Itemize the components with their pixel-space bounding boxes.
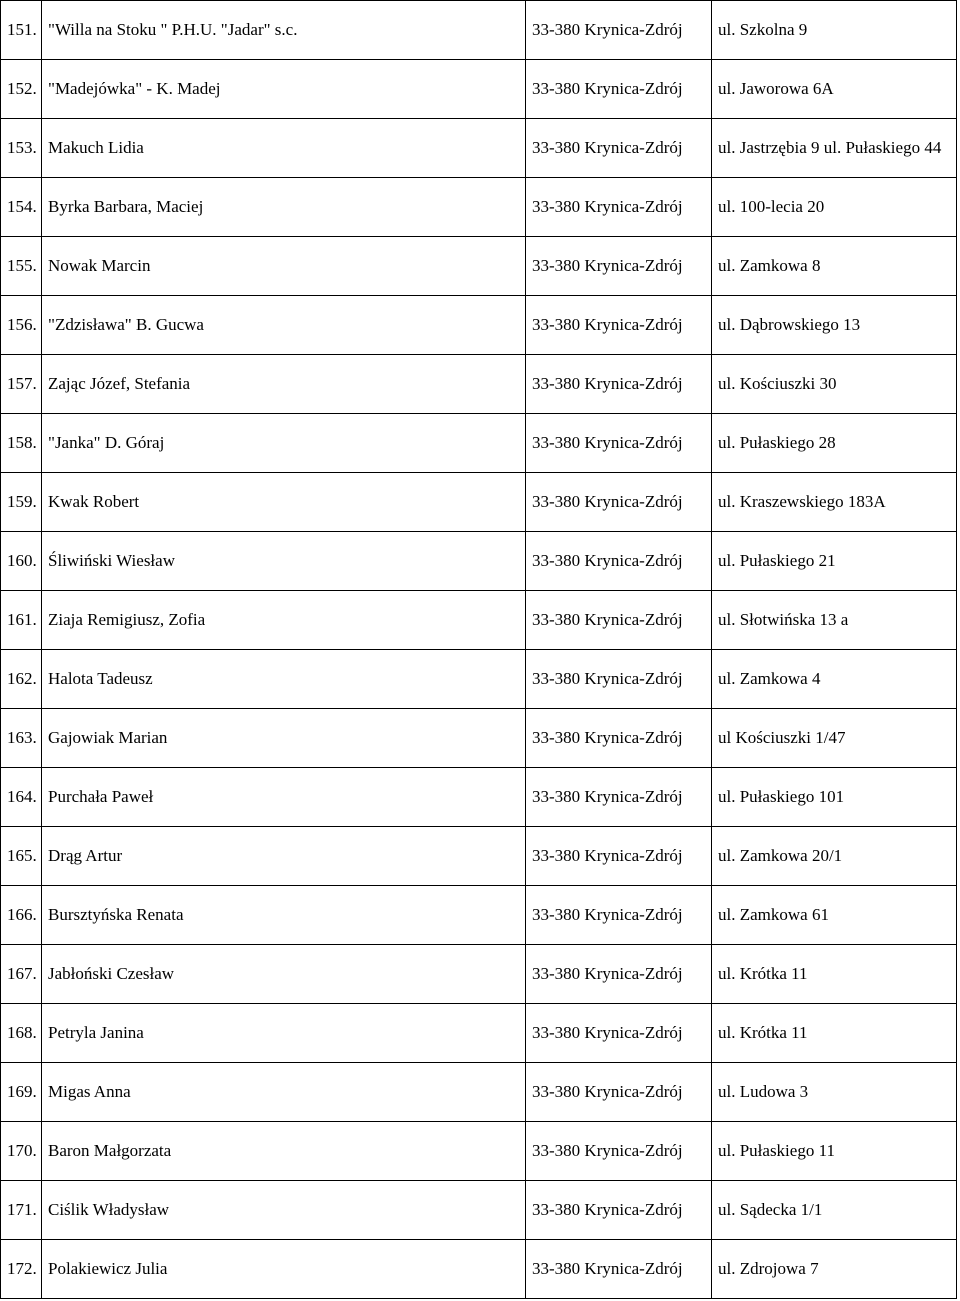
table-row <box>1 414 957 473</box>
row-number-cell: 152. <box>1 60 42 119</box>
table-row <box>1 1240 957 1299</box>
table-row <box>1 178 957 237</box>
address-cell: ul. Zamkowa 61 <box>712 886 957 945</box>
city-cell: 33-380 Krynica-Zdrój <box>526 355 712 414</box>
name-cell: Zając Józef, Stefania <box>42 355 526 414</box>
address-cell: ul. Krótka 11 <box>712 945 957 1004</box>
city-cell: 33-380 Krynica-Zdrój <box>526 650 712 709</box>
address-cell: ul. Pułaskiego 21 <box>712 532 957 591</box>
city-cell: 33-380 Krynica-Zdrój <box>526 1240 712 1299</box>
table-row <box>1 296 957 355</box>
row-number-cell: 165. <box>1 827 42 886</box>
table-row <box>1 591 957 650</box>
row-number-cell: 160. <box>1 532 42 591</box>
city-cell: 33-380 Krynica-Zdrój <box>526 709 712 768</box>
address-cell: ul. Zamkowa 8 <box>712 237 957 296</box>
city-cell: 33-380 Krynica-Zdrój <box>526 1004 712 1063</box>
table-row <box>1 532 957 591</box>
name-cell: Halota Tadeusz <box>42 650 526 709</box>
address-cell: ul. Słotwińska 13 a <box>712 591 957 650</box>
row-number-cell: 155. <box>1 237 42 296</box>
address-cell: ul. Zamkowa 4 <box>712 650 957 709</box>
city-cell: 33-380 Krynica-Zdrój <box>526 827 712 886</box>
city-cell: 33-380 Krynica-Zdrój <box>526 886 712 945</box>
row-number-cell: 161. <box>1 591 42 650</box>
address-cell: ul. Szkolna 9 <box>712 1 957 60</box>
name-cell: Makuch Lidia <box>42 119 526 178</box>
address-cell: ul. 100-lecia 20 <box>712 178 957 237</box>
table-row <box>1 1063 957 1122</box>
city-cell: 33-380 Krynica-Zdrój <box>526 1 712 60</box>
row-number-cell: 157. <box>1 355 42 414</box>
row-number-cell: 167. <box>1 945 42 1004</box>
name-cell: Śliwiński Wiesław <box>42 532 526 591</box>
row-number-cell: 168. <box>1 1004 42 1063</box>
address-cell: ul. Sądecka 1/1 <box>712 1181 957 1240</box>
row-number-cell: 158. <box>1 414 42 473</box>
address-cell: ul. Zdrojowa 7 <box>712 1240 957 1299</box>
row-number-cell: 154. <box>1 178 42 237</box>
city-cell: 33-380 Krynica-Zdrój <box>526 237 712 296</box>
address-cell: ul. Kościuszki 30 <box>712 355 957 414</box>
table-row <box>1 768 957 827</box>
table-row <box>1 709 957 768</box>
name-cell: Kwak Robert <box>42 473 526 532</box>
name-cell: "Madejówka" - K. Madej <box>42 60 526 119</box>
name-cell: Purchała Paweł <box>42 768 526 827</box>
city-cell: 33-380 Krynica-Zdrój <box>526 768 712 827</box>
name-cell: Jabłoński Czesław <box>42 945 526 1004</box>
name-cell: Nowak Marcin <box>42 237 526 296</box>
row-number-cell: 159. <box>1 473 42 532</box>
address-cell: ul. Kraszewskiego 183A <box>712 473 957 532</box>
row-number-cell: 172. <box>1 1240 42 1299</box>
name-cell: Petryla Janina <box>42 1004 526 1063</box>
city-cell: 33-380 Krynica-Zdrój <box>526 119 712 178</box>
name-cell: Ziaja Remigiusz, Zofia <box>42 591 526 650</box>
name-cell: Migas Anna <box>42 1063 526 1122</box>
city-cell: 33-380 Krynica-Zdrój <box>526 178 712 237</box>
table-row <box>1 886 957 945</box>
city-cell: 33-380 Krynica-Zdrój <box>526 296 712 355</box>
city-cell: 33-380 Krynica-Zdrój <box>526 1181 712 1240</box>
row-number-cell: 164. <box>1 768 42 827</box>
table-row <box>1 60 957 119</box>
row-number-cell: 153. <box>1 119 42 178</box>
city-cell: 33-380 Krynica-Zdrój <box>526 60 712 119</box>
name-cell: Baron Małgorzata <box>42 1122 526 1181</box>
address-cell: ul Kościuszki 1/47 <box>712 709 957 768</box>
row-number-cell: 162. <box>1 650 42 709</box>
table-row <box>1 119 957 178</box>
name-cell: Drąg Artur <box>42 827 526 886</box>
registry-table-body <box>1 1 957 1299</box>
name-cell: Ciślik Władysław <box>42 1181 526 1240</box>
city-cell: 33-380 Krynica-Zdrój <box>526 532 712 591</box>
city-cell: 33-380 Krynica-Zdrój <box>526 945 712 1004</box>
name-cell: Gajowiak Marian <box>42 709 526 768</box>
name-cell: Bursztyńska Renata <box>42 886 526 945</box>
table-row <box>1 650 957 709</box>
table-row <box>1 473 957 532</box>
table-row <box>1 1004 957 1063</box>
table-row <box>1 1181 957 1240</box>
row-number-cell: 166. <box>1 886 42 945</box>
city-cell: 33-380 Krynica-Zdrój <box>526 591 712 650</box>
city-cell: 33-380 Krynica-Zdrój <box>526 1063 712 1122</box>
name-cell: "Willa na Stoku " P.H.U. "Jadar" s.c. <box>42 1 526 60</box>
table-row <box>1 1 957 60</box>
row-number-cell: 170. <box>1 1122 42 1181</box>
row-number-cell: 171. <box>1 1181 42 1240</box>
row-number-cell: 163. <box>1 709 42 768</box>
address-cell: ul. Pułaskiego 28 <box>712 414 957 473</box>
address-cell: ul. Krótka 11 <box>712 1004 957 1063</box>
address-cell: ul. Zamkowa 20/1 <box>712 827 957 886</box>
city-cell: 33-380 Krynica-Zdrój <box>526 1122 712 1181</box>
row-number-cell: 169. <box>1 1063 42 1122</box>
address-cell: ul. Jaworowa 6A <box>712 60 957 119</box>
table-row <box>1 945 957 1004</box>
name-cell: "Janka" D. Góraj <box>42 414 526 473</box>
address-cell: ul. Dąbrowskiego 13 <box>712 296 957 355</box>
address-cell: ul. Ludowa 3 <box>712 1063 957 1122</box>
city-cell: 33-380 Krynica-Zdrój <box>526 473 712 532</box>
table-row <box>1 827 957 886</box>
name-cell: "Zdzisława" B. Gucwa <box>42 296 526 355</box>
table-row <box>1 355 957 414</box>
address-cell: ul. Jastrzębia 9 ul. Pułaskiego 44 <box>712 119 957 178</box>
address-cell: ul. Pułaskiego 11 <box>712 1122 957 1181</box>
address-cell: ul. Pułaskiego 101 <box>712 768 957 827</box>
name-cell: Polakiewicz Julia <box>42 1240 526 1299</box>
row-number-cell: 151. <box>1 1 42 60</box>
table-row <box>1 237 957 296</box>
name-cell: Byrka Barbara, Maciej <box>42 178 526 237</box>
row-number-cell: 156. <box>1 296 42 355</box>
city-cell: 33-380 Krynica-Zdrój <box>526 414 712 473</box>
table-row <box>1 1122 957 1181</box>
